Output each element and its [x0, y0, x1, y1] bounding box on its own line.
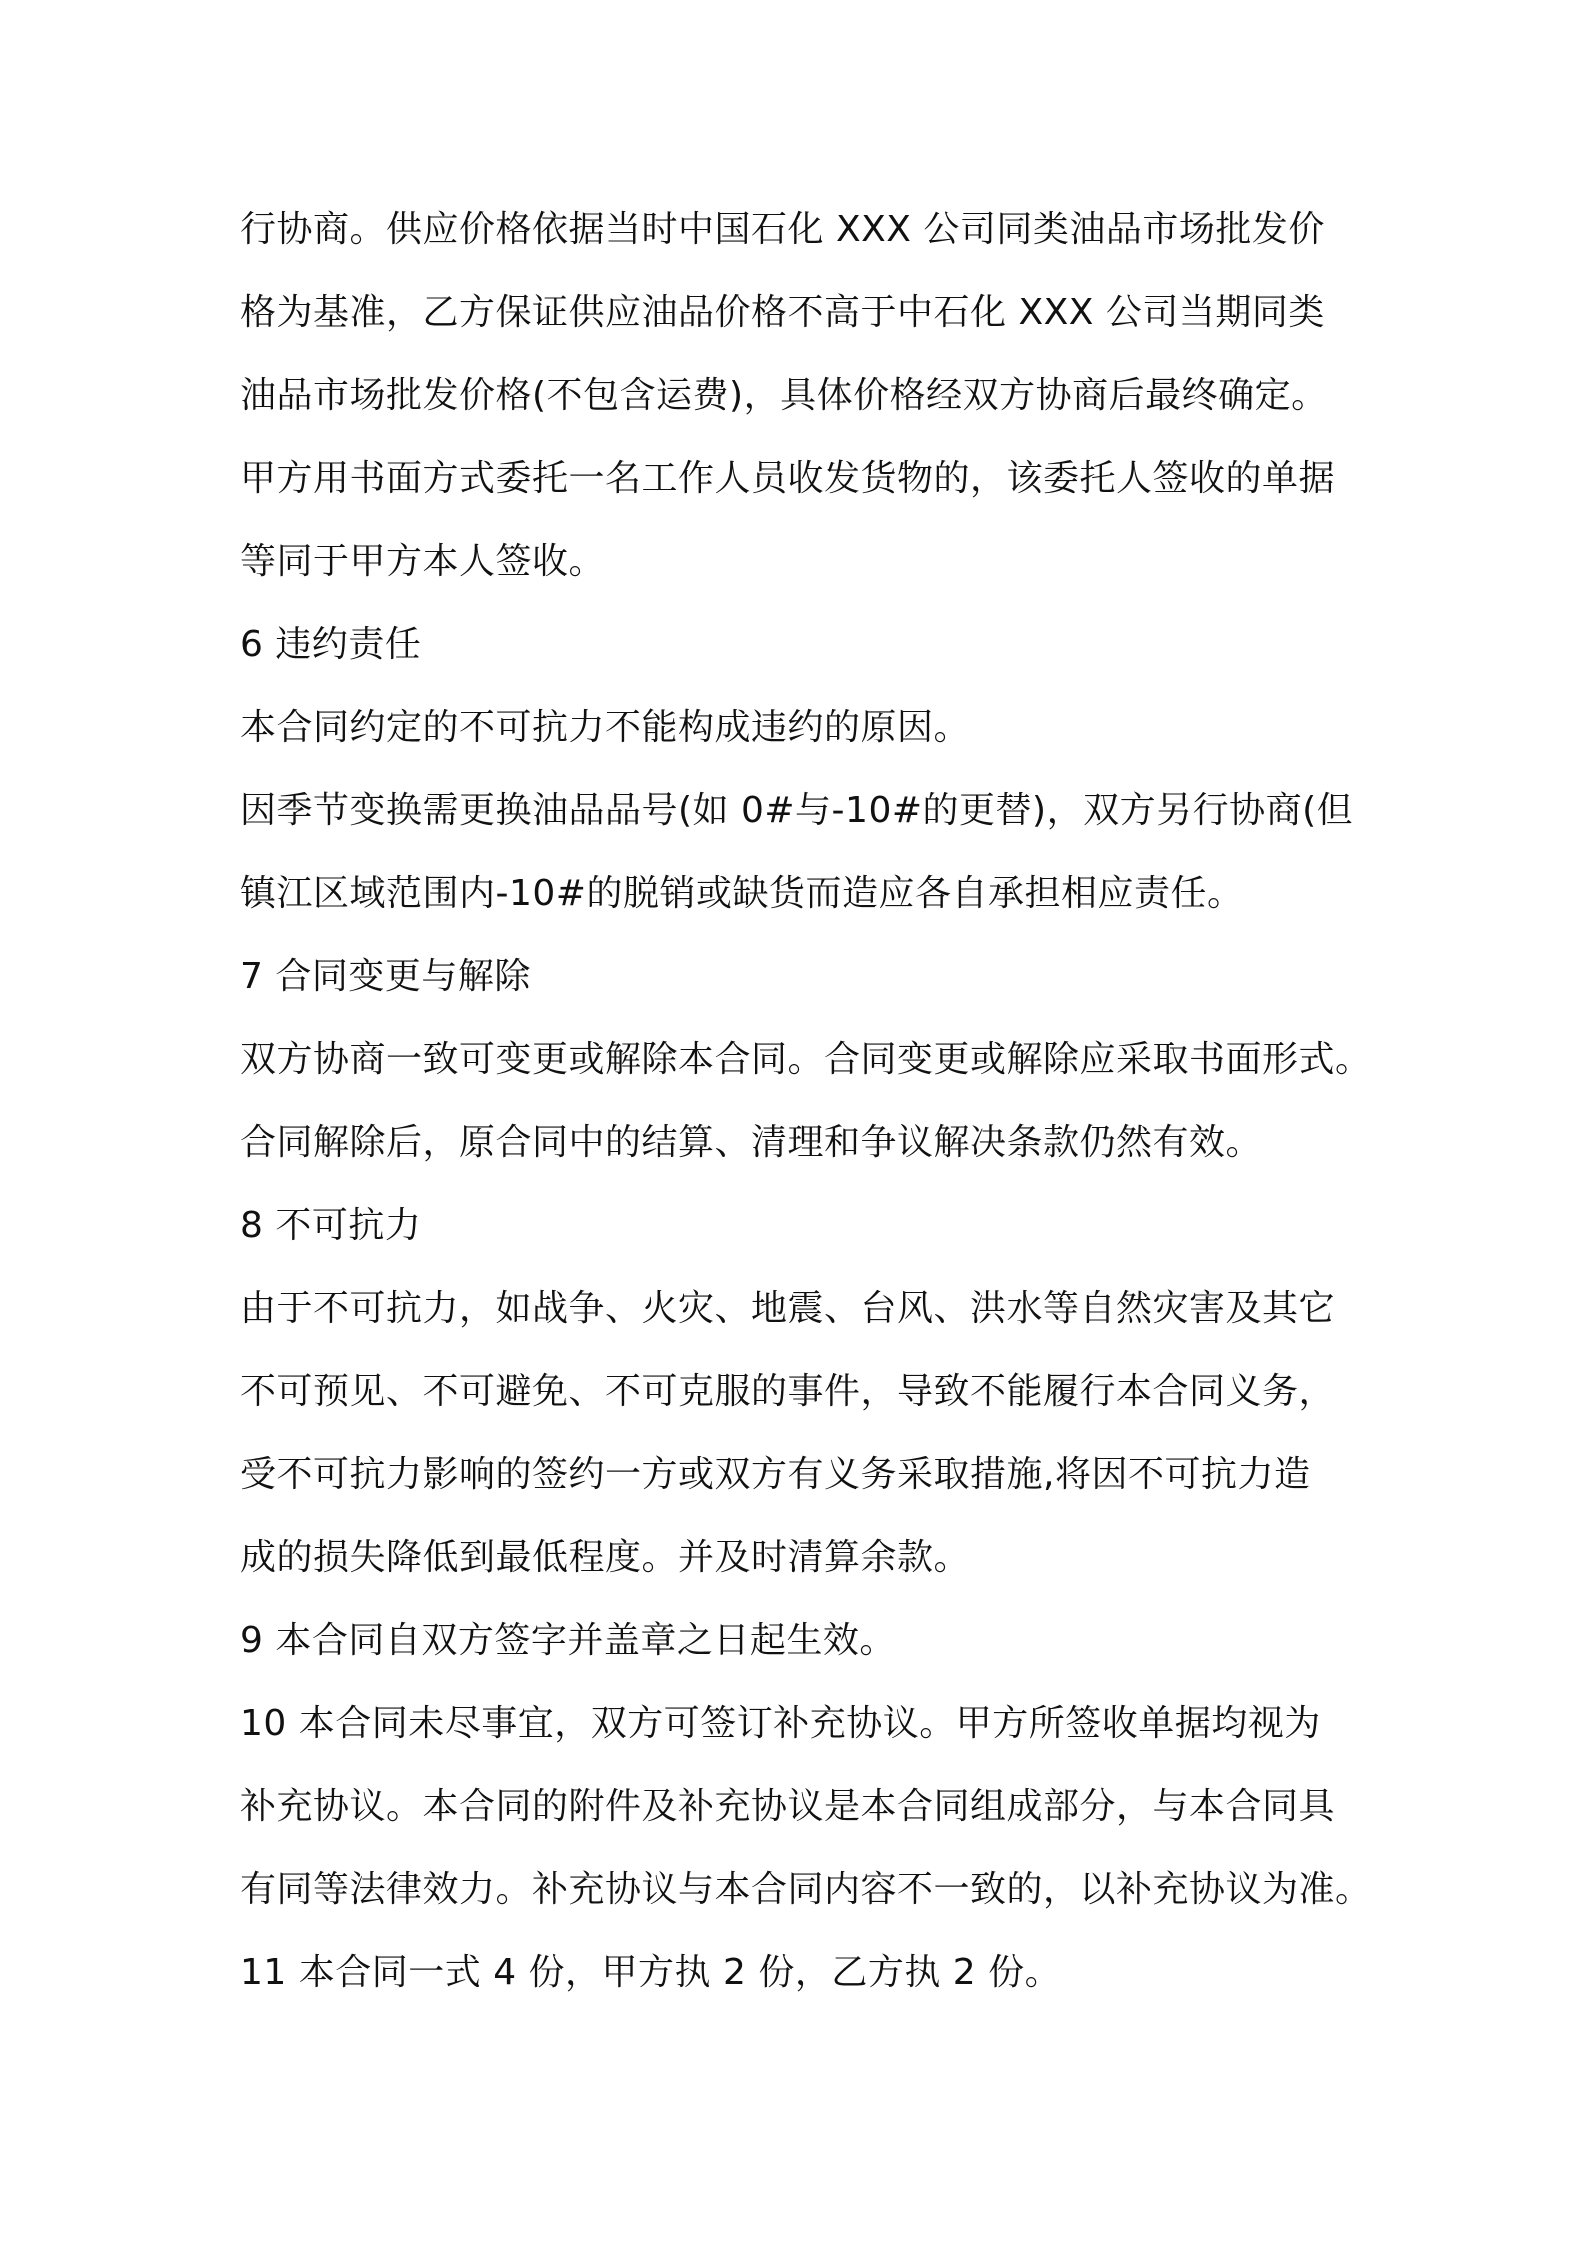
paragraph-line: 油品市场批发价格(不包含运费)，具体价格经双方协商后最终确定。: [240, 375, 1328, 416]
paragraph-line: 本合同约定的不可抗力不能构成违约的原因。: [240, 707, 971, 748]
paragraph-line: 镇江区域范围内-10#的脱销或缺货而造应各自承担相应责任。: [240, 873, 1244, 914]
paragraph-line: 甲方用书面方式委托一名工作人员收发货物的，该委托人签收的单据: [240, 458, 1336, 499]
paragraph-line: 因季节变换需更换油品品号(如 0#与-10#的更替)，双方另行协商(但: [240, 790, 1354, 831]
section-heading-force-majeure: 8 不可抗力: [240, 1205, 422, 1246]
clause-copies: 11 本合同一式 4 份，甲方执 2 份，乙方执 2 份。: [240, 1952, 1062, 1993]
section-heading-breach: 6 违约责任: [240, 624, 422, 665]
paragraph-line: 行协商。供应价格依据当时中国石化 XXX 公司同类油品市场批发价: [240, 209, 1325, 250]
document-body: [240, 200, 1380, 2026]
paragraph-line: 有同等法律效力。补充协议与本合同内容不一致的，以补充协议为准。: [240, 1869, 1372, 1910]
paragraph-line: 双方协商一致可变更或解除本合同。合同变更或解除应采取书面形式。: [240, 1039, 1372, 1080]
clause-supplementary: 10 本合同未尽事宜，双方可签订补充协议。甲方所签收单据均视为: [240, 1703, 1321, 1744]
paragraph-line: 合同解除后，原合同中的结算、清理和争议解决条款仍然有效。: [240, 1122, 1263, 1163]
paragraph-line: 成的损失降低到最低程度。并及时清算余款。: [240, 1537, 971, 1578]
paragraph-line: 由于不可抗力，如战争、火灾、地震、台风、洪水等自然灾害及其它: [240, 1288, 1336, 1329]
paragraph-line: 格为基准，乙方保证供应油品价格不高于中石化 XXX 公司当期同类: [240, 292, 1325, 333]
paragraph-line: 受不可抗力影响的签约一方或双方有义务采取措施,将因不可抗力造: [240, 1454, 1311, 1495]
paragraph-line: 补充协议。本合同的附件及补充协议是本合同组成部分，与本合同具: [240, 1786, 1336, 1827]
clause-effective-date: 9 本合同自双方签字并盖章之日起生效。: [240, 1620, 896, 1661]
paragraph-line: 不可预见、不可避免、不可克服的事件，导致不能履行本合同义务，: [240, 1371, 1336, 1412]
section-heading-change-termination: 7 合同变更与解除: [240, 956, 531, 997]
paragraph-line: 等同于甲方本人签收。: [240, 541, 606, 582]
